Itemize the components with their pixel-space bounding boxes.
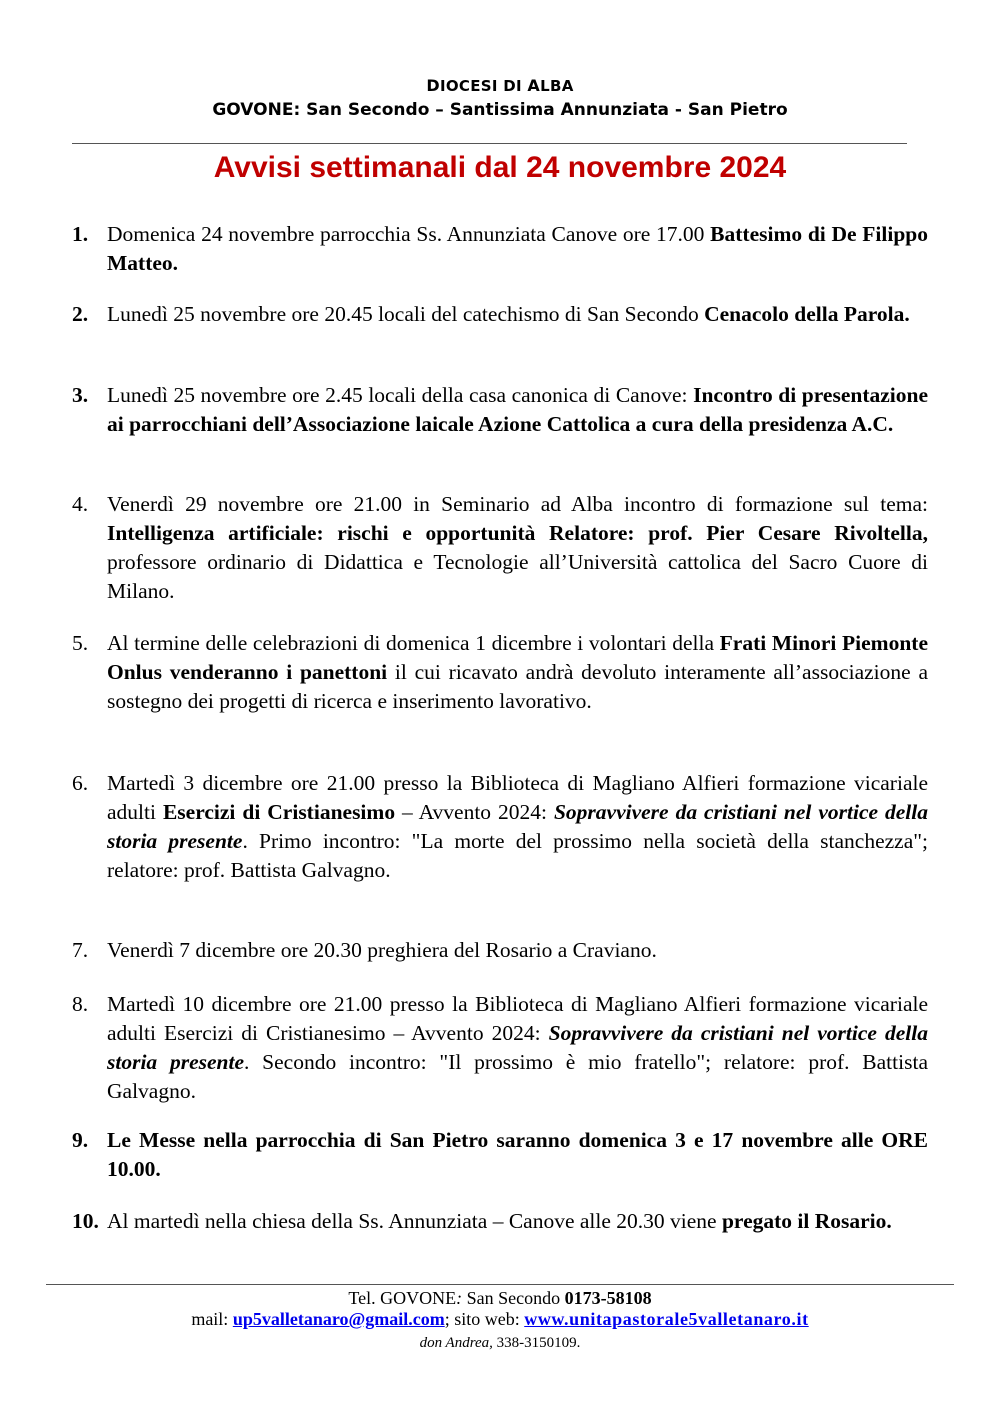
item-number: 7. bbox=[72, 938, 89, 962]
footer-contact-line: mail: up5valletanaro@gmail.com; sito web: www.unitapastorale5valletanaro.it bbox=[191, 1309, 809, 1329]
page-title: Avvisi settimanali dal 24 novembre 2024 bbox=[213, 151, 787, 184]
item-number: 2. bbox=[72, 302, 89, 326]
notice-item-8 bbox=[72, 990, 928, 1106]
item-text: Martedì 10 dicembre ore 21.00 presso la Biblioteca di Magliano Alfieri formazione vicariale adulti Esercizi di Cristianesimo – Avvento 2024: Sopravvivere da cristiani nel vortice della storia presente. Secondo incontro: "Il prossimo è mio fratello"; relatore: prof. Battista Galvagno. bbox=[107, 992, 928, 1103]
parish-phone: 0173-58108 bbox=[564, 1288, 652, 1308]
item-text: Venerdì 29 novembre ore 21.00 in Seminario ad Alba incontro di formazione sul tema: Intelligenza artificiale: rischi e opportunità Relatore: prof. Pier Cesare Rivoltella, professore ordinario di Didattica e Tecnologie all’Università cattolica del Sacro Cuore di Milano. bbox=[107, 492, 928, 603]
item-text: Al martedì nella chiesa della Ss. Annunziata – Canove alle 20.30 viene pregato il Rosario. bbox=[107, 1209, 892, 1233]
notice-item-2 bbox=[72, 300, 928, 329]
footer-phone-line: Tel. GOVONE: San Secondo 0173-58108 bbox=[348, 1288, 652, 1308]
top-divider bbox=[72, 143, 907, 144]
priest-phone: 338-3150109. bbox=[492, 1335, 581, 1351]
notice-item-5 bbox=[72, 629, 928, 716]
email-link[interactable]: up5valletanaro@gmail.com bbox=[232, 1309, 445, 1329]
item-number: 1. bbox=[72, 222, 89, 246]
diocese-heading: DIOCESI DI ALBA bbox=[426, 76, 574, 95]
item-number: 3. bbox=[72, 383, 89, 407]
item-text: Le Messe nella parrocchia di San Pietro saranno domenica 3 e 17 novembre alle ORE 10.00. bbox=[107, 1128, 928, 1181]
notice-item-10 bbox=[72, 1207, 928, 1236]
item-text: Domenica 24 novembre parrocchia Ss. Annunziata Canove ore 17.00 Battesimo di De Filippo Matteo. bbox=[107, 222, 928, 275]
footer-priest-line bbox=[0, 1330, 1000, 1354]
notice-item-9 bbox=[72, 1126, 928, 1184]
notice-item-3 bbox=[72, 381, 928, 439]
item-number: 10. bbox=[72, 1209, 99, 1233]
item-text: Martedì 3 dicembre ore 21.00 presso la Biblioteca di Magliano Alfieri formazione vicariale adulti Esercizi di Cristianesimo – Avvento 2024: Sopravvivere da cristiani nel vortice della storia presente. Primo incontro: "La morte del prossimo nella società della stanchezza"; relatore: prof. Battista Galvagno. bbox=[107, 771, 929, 882]
item-text: Venerdì 7 dicembre ore 20.30 preghiera del Rosario a Craviano. bbox=[107, 938, 657, 962]
notice-item-7 bbox=[72, 936, 928, 965]
item-text: Lunedì 25 novembre ore 2.45 locali della casa canonica di Canove: Incontro di presentazione ai parrocchiani dell’Associazione laicale Azione Cattolica a cura della presidenza A.C. bbox=[107, 383, 928, 436]
priest-name: don Andrea, bbox=[419, 1335, 493, 1351]
item-text: Al termine delle celebrazioni di domenica 1 dicembre i volontari della Frati Minori Piemonte Onlus venderanno i panettoni il cui ricavato andrà devoluto interamente all’associazione a sostegno dei progetti di ricerca e inserimento lavorativo. bbox=[107, 631, 928, 713]
footer-divider bbox=[46, 1284, 954, 1285]
item-number: 8. bbox=[72, 992, 89, 1016]
item-number: 6. bbox=[72, 771, 89, 795]
item-text: Lunedì 25 novembre ore 20.45 locali del catechismo di San Secondo Cenacolo della Parola. bbox=[107, 302, 910, 326]
notice-item-6 bbox=[72, 769, 928, 885]
item-number: 9. bbox=[72, 1128, 89, 1152]
notice-item-1 bbox=[72, 220, 928, 278]
item-number: 5. bbox=[72, 631, 89, 655]
item-number: 4. bbox=[72, 492, 89, 516]
notice-item-4 bbox=[72, 490, 928, 606]
website-link[interactable]: www.unitapastorale5valletanaro.it bbox=[524, 1309, 809, 1329]
parishes-heading: GOVONE: San Secondo – Santissima Annunziata - San Pietro bbox=[212, 100, 788, 120]
